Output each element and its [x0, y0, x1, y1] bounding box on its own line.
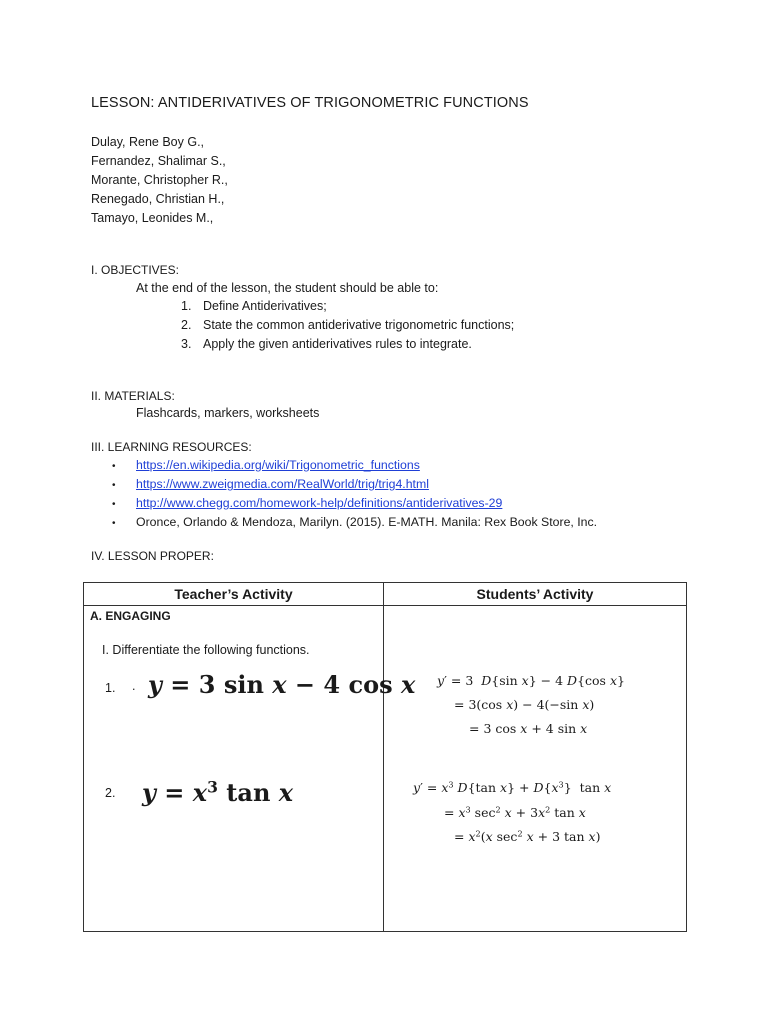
solution-1-step-3: = 3 cos x + 4 sin x	[469, 721, 588, 736]
objectives-intro: At the end of the lesson, the student should be able to:	[136, 281, 439, 295]
resource-link[interactable]: https://en.wikipedia.org/wiki/Trigonometric_functions	[136, 458, 420, 472]
problem-mark: .	[132, 679, 136, 693]
lesson-proper-heading: IV. LESSON PROPER:	[91, 549, 214, 563]
resource-link[interactable]: http://www.chegg.com/homework-help/definitions/antiderivatives-29	[136, 496, 503, 510]
resource-citation: Oronce, Orlando & Mendoza, Marilyn. (2015). E-MATH. Manila: Rex Book Store, Inc.	[136, 515, 598, 529]
solution-2-step-1: $y' = x^3$ D{tan $x\} + D\{x^3\}$ tan x	[413, 779, 612, 795]
objectives-list	[181, 299, 514, 356]
bullet-icon: •	[112, 518, 116, 529]
solution-2-step-3: = $x^2(x$ $\sec^2 x + 3$ tan x)	[454, 828, 601, 844]
teacher-activity-cell	[84, 606, 416, 932]
author-name: Fernandez, Shalimar S.,	[91, 154, 226, 168]
bullet-icon: •	[112, 480, 116, 491]
author-name: Dulay, Rene Boy G.,	[91, 135, 205, 149]
author-name: Tamayo, Leonides M.,	[91, 211, 214, 225]
materials-heading: II. MATERIALS:	[91, 389, 175, 403]
solution-1-step-1: y′ = 3 D{sin x} − 4 D{cos x}	[437, 673, 625, 688]
resource-link[interactable]: https://www.zweigmedia.com/RealWorld/trig/trig4.html	[136, 477, 429, 491]
problem-2-equation: $y = x^3$ tan x	[142, 777, 294, 807]
lesson-title: LESSON: ANTIDERIVATIVES OF TRIGONOMETRIC FUNCTIONS	[91, 95, 529, 111]
students-activity-cell	[384, 606, 687, 932]
objective-item: 3. Apply the given antiderivatives rules to integrate.	[181, 337, 472, 351]
objective-item: 2. State the common antiderivative trigonometric functions;	[181, 318, 515, 332]
teacher-activity-header: Teacher’s Activity	[84, 583, 384, 606]
resources-heading: III. LEARNING RESOURCES:	[91, 440, 252, 454]
author-name: Morante, Christopher R.,	[91, 173, 228, 187]
resources-list	[112, 458, 597, 534]
resource-item	[112, 515, 597, 534]
resource-item	[112, 477, 597, 496]
problem-number: 2.	[105, 786, 116, 800]
materials-text: Flashcards, markers, worksheets	[136, 406, 320, 420]
activity-table	[83, 582, 687, 932]
resource-item	[112, 458, 597, 477]
solution-2-step-2: = $x^3$ $\sec^2 x + 3x^2$ tan x	[444, 804, 586, 820]
author-list	[91, 133, 228, 228]
bullet-icon: •	[112, 461, 116, 472]
bullet-icon: •	[112, 499, 116, 510]
author-name: Renegado, Christian H.,	[91, 192, 225, 206]
solution-1-step-2: = 3(cos x) − 4(−sin x)	[454, 697, 595, 712]
resource-item	[112, 496, 597, 515]
problem-number: 1.	[105, 681, 116, 695]
problem-1-equation: y = 3 sin x − 4 cos x	[148, 670, 416, 699]
instruction-text: I. Differentiate the following functions.	[102, 643, 310, 657]
objectives-heading: I. OBJECTIVES:	[91, 263, 180, 277]
students-activity-header: Students’ Activity	[384, 583, 687, 606]
objective-item: 1. Define Antiderivatives;	[181, 299, 327, 313]
section-label: A. ENGAGING	[90, 609, 171, 623]
